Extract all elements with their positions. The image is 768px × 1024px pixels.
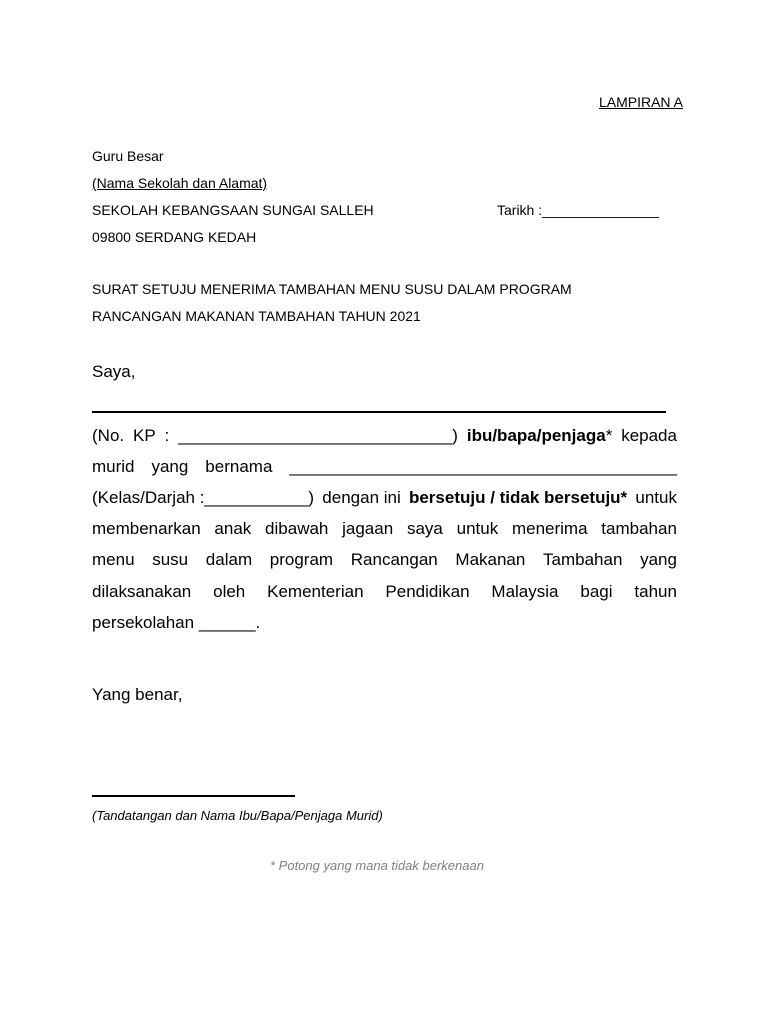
closing: Yang benar,	[92, 685, 183, 704]
school-name: SEKOLAH KEBANGSAAN SUNGAI SALLEH	[92, 202, 374, 218]
ic-number-line	[92, 426, 677, 446]
student-name-line	[92, 457, 677, 477]
word: anak	[214, 519, 252, 538]
signature-line	[92, 795, 295, 797]
word: :	[164, 426, 170, 445]
date-field: Tarikh :_______________	[497, 202, 659, 218]
body-line-4	[92, 519, 677, 539]
footnote: * Potong yang mana tidak berkenaan	[270, 858, 484, 873]
word: tahun	[634, 582, 677, 601]
word: susu	[152, 550, 189, 569]
word: Tambahan	[543, 550, 623, 569]
word: bagi	[580, 582, 613, 601]
word: yang	[640, 550, 677, 569]
class-consent-line	[92, 488, 677, 508]
salutation: Saya,	[92, 362, 136, 381]
word: tambahan	[601, 519, 677, 538]
body-line-5	[92, 550, 677, 570]
school-year-line: persekolahan ______.	[92, 613, 261, 632]
word: untuk	[456, 519, 499, 538]
school-address-label: (Nama Sekolah dan Alamat)	[92, 175, 268, 191]
ic-number-blank: _____________________________)	[178, 426, 458, 445]
word: menu	[92, 550, 135, 569]
letter-title-line-2: RANCANGAN MAKANAN TAMBAHAN TAHUN 2021	[92, 308, 421, 324]
word: menerima	[511, 519, 588, 538]
word: yang	[151, 457, 189, 476]
guardian-role: ibu/bapa/penjaga*	[466, 426, 613, 445]
lampiran-label: LAMPIRAN A	[598, 94, 683, 110]
word: Makanan	[455, 550, 526, 569]
word: oleh	[213, 582, 246, 601]
word: Pendidikan	[385, 582, 470, 601]
word: bernama	[205, 457, 273, 476]
consent-choice: bersetuju / tidak bersetuju*	[408, 488, 628, 507]
school-address: 09800 SERDANG KEDAH	[92, 229, 257, 245]
word: Kementerian	[267, 582, 364, 601]
signature-caption: (Tandatangan dan Nama Ibu/Bapa/Penjaga Murid)	[92, 808, 383, 823]
word: program	[269, 550, 334, 569]
word: membenarkan	[92, 519, 201, 538]
student-name-blank: _________________________________________	[289, 457, 677, 476]
word: murid	[92, 457, 135, 476]
word: saya	[406, 519, 443, 538]
word: Rancangan	[350, 550, 438, 569]
word: dilaksanakan	[92, 582, 192, 601]
word: untuk	[635, 488, 677, 507]
word: KP	[132, 426, 156, 445]
word: Malaysia	[491, 582, 559, 601]
body-line-6	[92, 582, 677, 602]
word: dibawah	[265, 519, 329, 538]
letter-title-line-1: SURAT SETUJU MENERIMA TAMBAHAN MENU SUSU DALAM PROGRAM	[92, 281, 572, 297]
recipient-title: Guru Besar	[92, 148, 164, 164]
word: kepada	[621, 426, 677, 445]
word: dalam	[205, 550, 253, 569]
class-blank: (Kelas/Darjah :___________)	[92, 488, 315, 507]
word: jagaan	[342, 519, 394, 538]
word: dengan ini	[322, 488, 401, 507]
word: (No.	[92, 426, 125, 445]
parent-name-blank-line	[92, 411, 666, 413]
